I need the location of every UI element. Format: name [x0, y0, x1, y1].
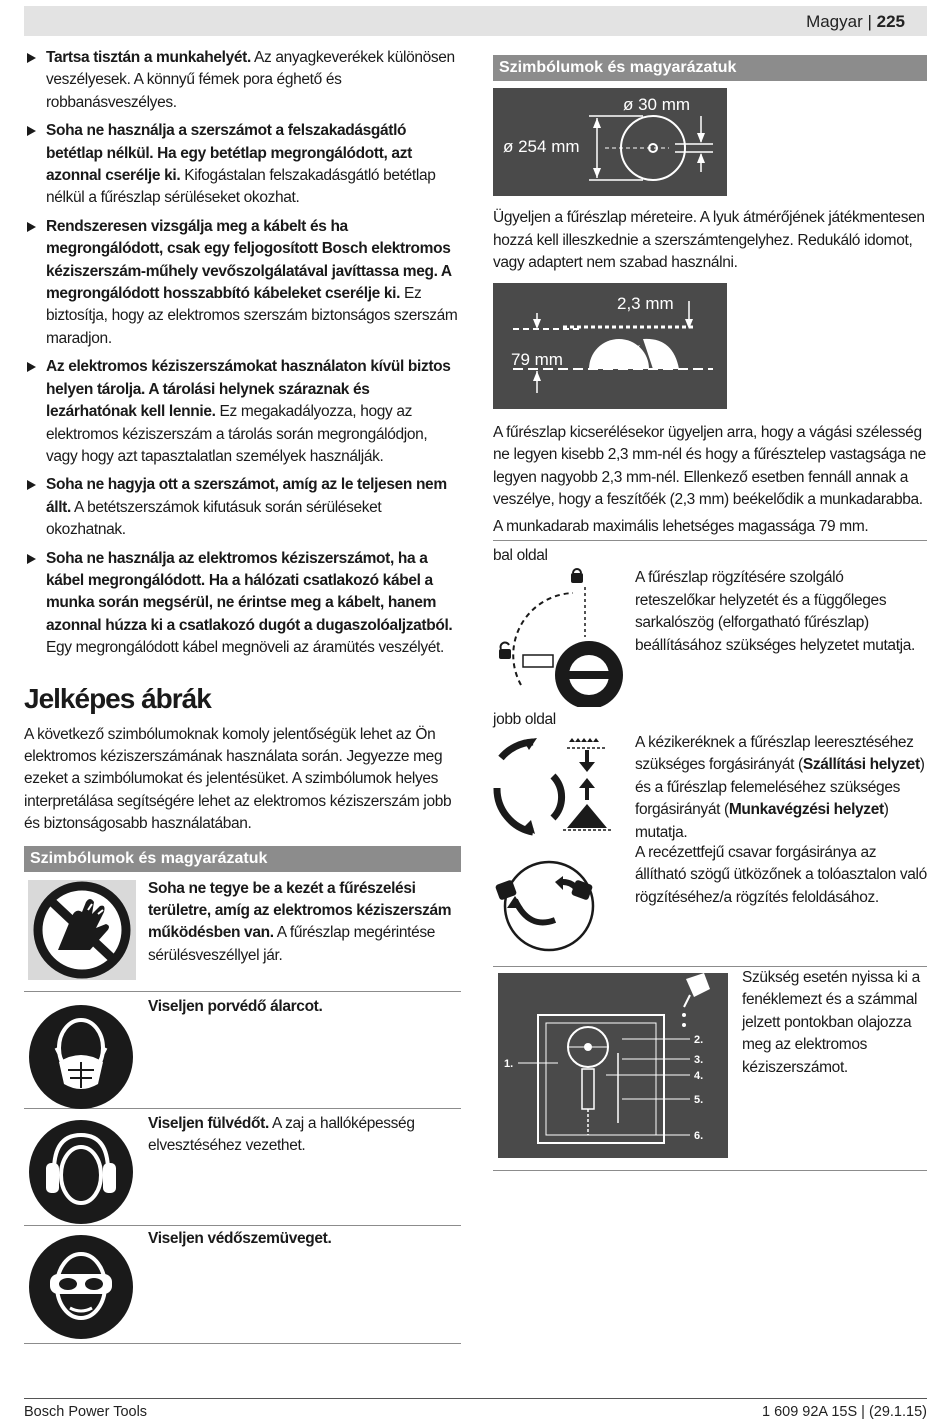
lube-point-6: 6. [694, 1129, 704, 1142]
safety-bullet: Soha ne hagyja ott a szerszámot, amíg az le teljesen nem állt. A betétszerszámok kifutásuk során sérüléseket okozhatnak. [24, 474, 461, 541]
section-heading: Jelképes ábrák [24, 682, 211, 714]
symbols-section-title-right: Szimbólumok és magyarázatuk [493, 55, 927, 81]
dust-mask-icon [28, 1004, 134, 1117]
symbol-row [24, 992, 461, 1109]
safety-bullet: Soha ne használja az elektromos kéziszerszámot, ha a kábel megrongálódott. Ha a hálózati csatlakozó kábel a munka során megsérül, ne érintse meg a kábelt, hanem azonnal húzza ki a csatlakozó dugót a dugaszolóaljzatból. Egy megrongálódott kábel megnöveli az áramütés veszélyét. [24, 548, 461, 660]
safety-goggles-icon [28, 1234, 134, 1347]
safety-bullet: Tartsa tisztán a munkahelyét. Az anyagkeverékek különösen veszélyesek. A könnyű fémek pora éghető és robbanásveszélyes. [24, 47, 461, 114]
divider [493, 540, 927, 541]
no-hands-icon [28, 880, 136, 987]
left-side-label: bal oldal [493, 547, 548, 565]
page-number: 225 [876, 12, 905, 31]
lube-point-5: 5. [694, 1093, 704, 1106]
height-label: 79 mm [511, 349, 563, 369]
ear-protection-icon [28, 1119, 134, 1232]
kerf-text: A fűrészlap kicserélésekor ügyeljen arra, hogy a vágási szélesség ne legyen kisebb 2,3 mm-nél és hogy a fűrésztelep vastagsága ne legyen nagyobb 2,3 mm-nél. Ellenkező esetben fennáll annak a veszélye, hogy a feszítőék (2,3 mm) beékelődik a munkadarabba. [493, 424, 926, 509]
lube-point-2: 2. [694, 1033, 704, 1046]
footer-doc-number: 1 609 92A 15S | (29.1.15) [761, 1404, 927, 1419]
symbol-text: Viseljen porvédő álarcot. [148, 997, 323, 1015]
kerf-height-figure [493, 283, 927, 416]
symbol-text: Viseljen védőszemüveget. [148, 1229, 332, 1247]
lubrication-text: Szükség esetén nyissa ki a fenéklemezt és a számmal jelzett pontokban olajozza meg az elektromos kéziszerszámot. [742, 968, 920, 1076]
knurled-screw-icon [493, 852, 623, 952]
safety-bullet: Rendszeresen vizsgálja meg a kábelt és ha megrongálódott, csak egy feljogosított Bosch elektromos kéziszerszám-műhely vevőszolgálatával javíttassa meg. A megrongálódott hosszabbító kábeleket cserélje ki. Ez biztosítja, hogy az elektromos szerszám biztonságos szerszám maradjon. [24, 216, 461, 350]
page-header [24, 6, 927, 36]
lubrication-block [493, 968, 927, 1170]
symbol-text: Soha ne tegye be a kezét a fűrészelési területre, amíg az elektromos kéziszerszám működésben van. A fűrészlap megérintése sérülésveszéllyel jár. [148, 879, 452, 964]
thickness-label: 2,3 mm [617, 293, 674, 313]
diameter-label: ø 254 mm [503, 137, 580, 156]
lube-point-4: 4. [694, 1069, 704, 1082]
symbol-text: Viseljen fülvédőt. A zaj a hallóképesség elvesztéséhez vezethet. [148, 1114, 415, 1154]
symbol-row [24, 872, 461, 992]
knob-text: A recézettfejű csavar forgásiránya az állítható szögű ütközőnek a tolóasztalon való rögzítéséhez/a rögzítés feloldásához. [635, 843, 927, 906]
intro-paragraph: A következő szimbólumoknak komoly jelentőségük lehet az Ön elektromos kéziszerszámának használata során. Jegyezze meg ezeket a szimbólumokat és jelentésüket. A szimbólumok helyes interpretálása segítségére lehet az elektromos kéziszerszám jobb és biztonságosabb használatában. [24, 725, 452, 833]
symbol-row [24, 1109, 461, 1226]
page-footer [24, 1398, 927, 1419]
symbol-row [24, 1226, 461, 1344]
divider [493, 1170, 927, 1171]
right-side-label: jobb oldal [493, 711, 556, 729]
footer-brand: Bosch Power Tools [24, 1404, 148, 1419]
handwheel-direction-icon [493, 736, 623, 836]
lubrication-points-diagram [498, 973, 728, 1158]
symbols-section-title: Szimbólumok és magyarázatuk [24, 846, 461, 872]
safety-bullet: Az elektromos kéziszerszámokat használaton kívül biztos helyen tárolja. A tárolási helynek száraznak és lezárhatónak kell lennie. Ez megakadályozza, hogy az elektromos kéziszerszám a tárolás során megrongálódjon, vagy hogy azt tapasztalatlan személyek használják. [24, 356, 461, 468]
header-language: Magyar [806, 12, 863, 31]
kerf-height-diagram [493, 283, 727, 409]
blade-dimensions-figure [493, 88, 927, 203]
locking-lever-icon [493, 567, 623, 707]
left-side-text: A fűrészlap rögzítésére szolgáló reteszelőkar helyzetét és a függőleges sarkalószög (elforgatható fűrészlap) beállításához szükséges helyzetet mutatja. [635, 569, 915, 654]
lube-point-3: 3. [694, 1053, 704, 1066]
right-side-block [493, 732, 927, 842]
knob-block [493, 842, 927, 960]
safety-bullet: Soha ne használja a szerszámot a felszakadásgátló betétlap nélkül. Ha egy betétlap megrongálódott, azt azonnal cserélje ki. Kifogástalan felszakadásgátló betétlap nélkül a fűrészlap sérüléseket okozhat. [24, 120, 461, 210]
max-height-text: A munkadarab maximális lehetséges magassága 79 mm. [493, 517, 869, 535]
bore-label: ø 30 mm [623, 95, 691, 114]
right-side-text: A kézikeréknek a fűrészlap leeresztéséhez szükséges forgásirányát (Szállítási helyzet) és a fűrészlap felemeléséhez szükséges forgásirányát (Munkavégzési helyzet) mutatja. [635, 733, 925, 841]
left-column [24, 47, 461, 1344]
left-side-block [493, 567, 927, 707]
header-text: Magyar | 225 [806, 12, 905, 31]
blade-dimensions-text: Ügyeljen a fűrészlap méreteire. A lyuk átmérőjének játékmentesen hozzá kell illeszkednie a szerszámtengelyhez. Redukáló idomot, vagy adaptert nem szabad használni. [493, 209, 925, 272]
right-column [493, 55, 927, 1171]
blade-dimensions-diagram [493, 88, 727, 196]
lube-point-1: 1. [504, 1057, 514, 1070]
